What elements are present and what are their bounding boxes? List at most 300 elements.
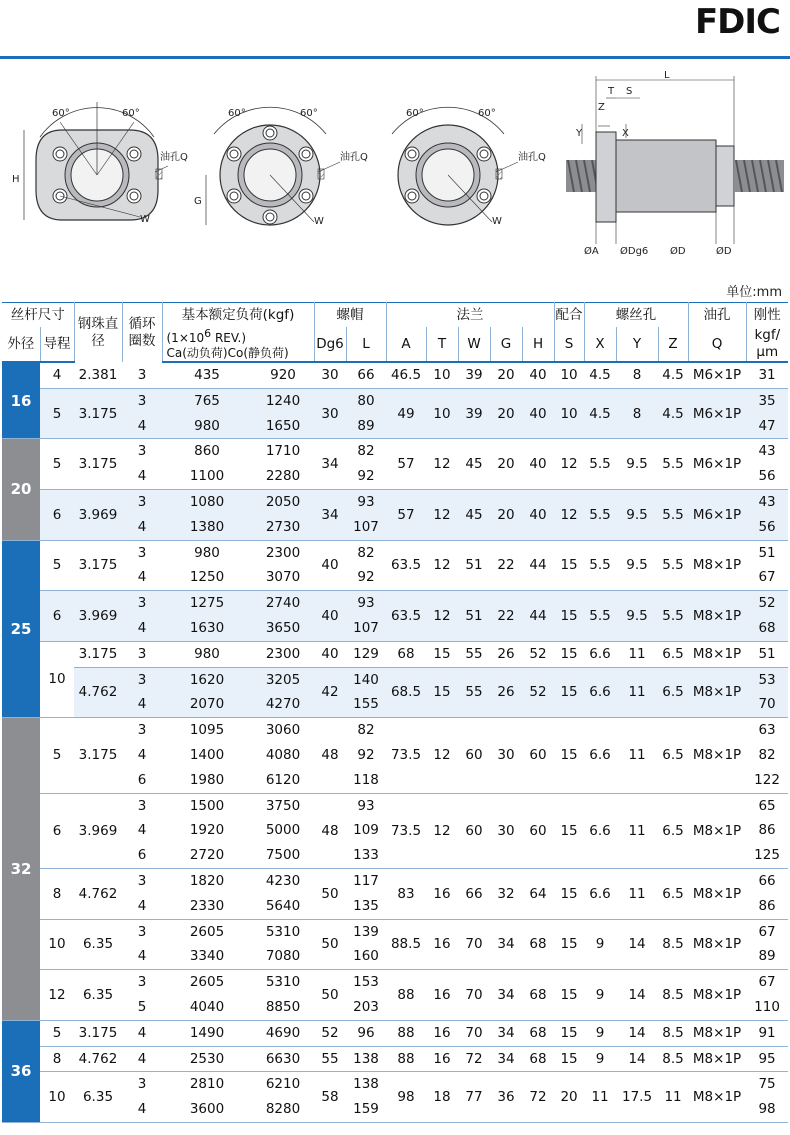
q-cell: M8×1P — [688, 667, 746, 718]
lead-cell: 8 — [40, 868, 74, 919]
q-cell: M8×1P — [688, 641, 746, 667]
rigidity-cell-line: 56 — [758, 518, 776, 535]
y-cell: 11 — [616, 641, 658, 667]
co-cell-line: 2280 — [265, 468, 301, 485]
co-cell-line: 4230 — [265, 872, 301, 889]
l-cell-line: 203 — [353, 998, 379, 1015]
s-cell: 15 — [554, 793, 584, 868]
ca-cell-line: 1400 — [189, 746, 225, 763]
ca-cell-line: 2330 — [189, 897, 225, 914]
ca-cell-line: 4040 — [189, 998, 225, 1015]
co-cell-line: 1650 — [265, 417, 301, 434]
l-cell-line: 129 — [353, 645, 379, 662]
rigidity-cell — [746, 591, 788, 642]
dim-z: Z — [598, 102, 605, 113]
lead-cell: 8 — [40, 1046, 74, 1072]
co-cell-line: 2300 — [265, 645, 301, 662]
l-cell-line: 155 — [353, 696, 379, 713]
w-cell: 55 — [458, 667, 490, 718]
lead-cell: 12 — [40, 970, 74, 1021]
circuits-cell-line: 3 — [137, 923, 147, 940]
s-cell: 15 — [554, 1020, 584, 1046]
a-cell: 46.5 — [386, 362, 426, 388]
dg6-cell: 55 — [314, 1046, 346, 1072]
z-cell: 6.5 — [658, 718, 688, 793]
a-cell: 88.5 — [386, 919, 426, 970]
z-cell: 6.5 — [658, 868, 688, 919]
dim-t: T — [608, 86, 615, 97]
t-cell: 12 — [426, 439, 458, 490]
ca-cell-line: 3600 — [189, 1101, 225, 1118]
rigidity-cell — [746, 667, 788, 718]
dg6-cell: 58 — [314, 1072, 346, 1123]
z-cell: 8.5 — [658, 970, 688, 1021]
co-cell-line: 7080 — [265, 948, 301, 965]
dim-phi-d: ØD — [670, 246, 686, 257]
angle-label: 60° — [122, 108, 140, 119]
rigidity-cell-line: 95 — [758, 1050, 776, 1067]
rigidity-cell — [746, 1072, 788, 1123]
hdr-h: H — [522, 327, 554, 362]
circuits-cell-line: 4 — [137, 569, 147, 586]
co-cell-line: 920 — [270, 367, 296, 383]
l-cell-line: 96 — [357, 1024, 375, 1041]
co-cell-line: 4690 — [265, 1024, 301, 1041]
dg6-cell: 50 — [314, 919, 346, 970]
oil-hole-label: 油孔Q — [518, 152, 546, 163]
lead-cell: 10 — [40, 641, 74, 717]
l-cell — [346, 641, 386, 667]
rig-unit-2: μm — [756, 344, 779, 360]
x-cell: 9 — [584, 1046, 616, 1072]
g-cell: 22 — [490, 540, 522, 591]
z-cell: 5.5 — [658, 439, 688, 490]
co-cell-line: 5000 — [265, 822, 301, 839]
circuits-cell-line: 4 — [137, 468, 147, 485]
circuits-cell — [122, 718, 162, 793]
t-cell: 10 — [426, 362, 458, 388]
ca-cell-line: 860 — [194, 443, 220, 460]
s-cell: 12 — [554, 439, 584, 490]
g-cell: 20 — [490, 388, 522, 439]
table-row — [2, 439, 788, 490]
table-body — [2, 362, 788, 1122]
ball-dia-cell: 4.762 — [74, 667, 122, 718]
ca-cell — [162, 793, 252, 868]
q-cell: M8×1P — [688, 1046, 746, 1072]
co-cell-line: 1710 — [265, 443, 301, 460]
angle-label: 60° — [478, 108, 496, 119]
hdr-rig-unit — [746, 327, 788, 362]
z-cell: 8.5 — [658, 1046, 688, 1072]
h-cell: 52 — [522, 667, 554, 718]
flange-drawing-1 — [12, 102, 188, 225]
l-cell-line: 92 — [357, 746, 375, 763]
y-cell: 14 — [616, 970, 658, 1021]
l-cell-line: 89 — [357, 417, 375, 434]
a-cell: 73.5 — [386, 718, 426, 793]
dg6-cell: 34 — [314, 439, 346, 490]
dg6-cell: 40 — [314, 540, 346, 591]
co-cell — [252, 667, 314, 718]
z-cell: 5.5 — [658, 591, 688, 642]
g-cell: 34 — [490, 1020, 522, 1046]
ball-dia-cell: 3.175 — [74, 1020, 122, 1046]
table-row — [2, 919, 788, 970]
ca-cell-line: 1630 — [189, 619, 225, 636]
dg6-cell: 42 — [314, 667, 346, 718]
s-cell: 15 — [554, 591, 584, 642]
circuits-cell-line: 3 — [137, 872, 147, 889]
rigidity-cell-line: 75 — [758, 1076, 776, 1093]
dim-h: H — [12, 174, 20, 185]
w-cell: 55 — [458, 641, 490, 667]
h-cell: 40 — [522, 388, 554, 439]
l-cell — [346, 793, 386, 868]
w-cell: 66 — [458, 868, 490, 919]
rigidity-cell-line: 53 — [758, 671, 776, 688]
circuits-cell — [122, 1020, 162, 1046]
g-cell: 30 — [490, 793, 522, 868]
a-cell: 68 — [386, 641, 426, 667]
angle-label: 60° — [406, 108, 424, 119]
y-cell: 11 — [616, 868, 658, 919]
x-cell: 9 — [584, 1020, 616, 1046]
hdr-z: Z — [658, 327, 688, 362]
h-cell: 72 — [522, 1072, 554, 1123]
table-row — [2, 970, 788, 1021]
table-row — [2, 667, 788, 718]
outer-dia-cell: 25 — [2, 540, 40, 718]
co-cell-line: 6630 — [265, 1050, 301, 1067]
circuits-cell-line: 4 — [137, 746, 147, 763]
w-cell: 70 — [458, 919, 490, 970]
l-cell-line: 140 — [353, 671, 379, 688]
circuits-cell — [122, 439, 162, 490]
l-cell — [346, 1020, 386, 1046]
co-cell-line: 5640 — [265, 897, 301, 914]
x-cell: 6.6 — [584, 718, 616, 793]
table-header — [2, 303, 788, 363]
s-cell: 10 — [554, 388, 584, 439]
co-cell — [252, 1046, 314, 1072]
rigidity-cell-line: 67 — [758, 974, 776, 991]
angle-label: 60° — [52, 108, 70, 119]
s-cell: 15 — [554, 868, 584, 919]
t-cell: 12 — [426, 489, 458, 540]
dim-s: S — [626, 86, 633, 97]
circuits-cell-line: 3 — [137, 645, 147, 662]
l-cell-line: 93 — [357, 797, 375, 814]
h-cell: 60 — [522, 718, 554, 793]
z-cell: 5.5 — [658, 489, 688, 540]
y-cell: 8 — [616, 388, 658, 439]
q-cell: M6×1P — [688, 439, 746, 490]
ca-cell-line: 980 — [194, 417, 220, 434]
z-cell: 4.5 — [658, 388, 688, 439]
y-cell: 8 — [616, 362, 658, 388]
dim-phi-a: ØA — [584, 246, 599, 257]
rigidity-cell-line: 122 — [754, 771, 780, 788]
hdr-dg6: Dg6 — [314, 327, 346, 362]
hdr-x: X — [584, 327, 616, 362]
q-cell: M8×1P — [688, 1072, 746, 1123]
co-cell-line: 3060 — [265, 722, 301, 739]
circuits-cell-line: 4 — [137, 1050, 147, 1067]
rigidity-cell — [746, 362, 788, 388]
co-cell-line: 5310 — [265, 923, 301, 940]
l-cell — [346, 388, 386, 439]
lead-cell: 6 — [40, 591, 74, 642]
x-cell: 9 — [584, 919, 616, 970]
rigidity-cell-line: 65 — [758, 797, 776, 814]
rigidity-cell-line: 31 — [758, 367, 776, 383]
ca-cell-line: 1620 — [189, 671, 225, 688]
z-cell: 5.5 — [658, 540, 688, 591]
s-cell: 15 — [554, 641, 584, 667]
s-cell: 12 — [554, 489, 584, 540]
ball-dia-cell: 3.969 — [74, 591, 122, 642]
q-cell: M8×1P — [688, 919, 746, 970]
hdr-t: T — [426, 327, 458, 362]
hdr-lead: 导程 — [40, 327, 74, 362]
ball-dia-cell: 4.762 — [74, 1046, 122, 1072]
l-cell — [346, 540, 386, 591]
q-cell: M6×1P — [688, 362, 746, 388]
x-cell: 5.5 — [584, 591, 616, 642]
hdr-ball-dia: 钢珠直径 — [74, 303, 122, 363]
circuits-cell-line: 3 — [137, 671, 147, 688]
hdr-screw-size: 丝杆尺寸 — [2, 303, 74, 328]
ball-dia-cell: 3.969 — [74, 793, 122, 868]
rigidity-cell-line: 43 — [758, 493, 776, 510]
dg6-cell: 50 — [314, 868, 346, 919]
g-cell: 30 — [490, 718, 522, 793]
drawings-svg — [0, 62, 790, 272]
table-row — [2, 718, 788, 793]
rigidity-cell — [746, 540, 788, 591]
a-cell: 88 — [386, 1046, 426, 1072]
dim-x: X — [622, 128, 629, 139]
s-cell: 15 — [554, 667, 584, 718]
lead-cell: 6 — [40, 793, 74, 868]
ca-cell — [162, 388, 252, 439]
l-cell-line: 66 — [357, 367, 375, 383]
a-cell: 63.5 — [386, 591, 426, 642]
co-cell — [252, 489, 314, 540]
lead-cell: 4 — [40, 362, 74, 388]
circuits-cell-line: 4 — [137, 1024, 147, 1041]
g-cell: 20 — [490, 439, 522, 490]
dim-g: G — [194, 196, 202, 207]
circuits-cell — [122, 641, 162, 667]
s-cell: 15 — [554, 919, 584, 970]
co-cell-line: 2740 — [265, 595, 301, 612]
ca-cell-line: 1250 — [189, 569, 225, 586]
hdr-outer-dia: 外径 — [2, 327, 40, 362]
dg6-cell: 34 — [314, 489, 346, 540]
co-cell-line: 2050 — [265, 493, 301, 510]
y-cell: 11 — [616, 793, 658, 868]
s-cell: 15 — [554, 718, 584, 793]
table-row — [2, 868, 788, 919]
hdr-flange: 法兰 — [386, 303, 554, 328]
g-cell: 26 — [490, 667, 522, 718]
load-sup-text: 6 — [204, 327, 212, 340]
l-cell — [346, 1072, 386, 1123]
x-cell: 5.5 — [584, 489, 616, 540]
co-cell-line: 2730 — [265, 518, 301, 535]
h-cell: 52 — [522, 641, 554, 667]
ca-cell — [162, 667, 252, 718]
ca-cell-line: 2720 — [189, 847, 225, 864]
co-cell — [252, 439, 314, 490]
flange-drawing-2 — [194, 107, 368, 227]
h-cell: 64 — [522, 868, 554, 919]
header-rule — [0, 56, 790, 59]
q-cell: M8×1P — [688, 718, 746, 793]
s-cell: 20 — [554, 1072, 584, 1123]
co-cell-line: 8850 — [265, 998, 301, 1015]
table-row — [2, 641, 788, 667]
hdr-load-sub — [162, 327, 314, 362]
co-cell-line: 3650 — [265, 619, 301, 636]
rigidity-cell — [746, 919, 788, 970]
circuits-cell — [122, 489, 162, 540]
x-cell: 11 — [584, 1072, 616, 1123]
circuits-cell — [122, 388, 162, 439]
h-cell: 68 — [522, 919, 554, 970]
ca-cell-line: 2070 — [189, 696, 225, 713]
table-row — [2, 540, 788, 591]
t-cell: 16 — [426, 1020, 458, 1046]
circuits-cell — [122, 970, 162, 1021]
rigidity-cell-line: 82 — [758, 746, 776, 763]
rigidity-cell — [746, 1046, 788, 1072]
rigidity-cell — [746, 388, 788, 439]
t-cell: 12 — [426, 540, 458, 591]
dg6-cell: 40 — [314, 591, 346, 642]
s-cell: 15 — [554, 970, 584, 1021]
circuits-cell-line: 5 — [137, 998, 147, 1015]
ca-cell-line: 1080 — [189, 493, 225, 510]
ball-dia-cell: 3.175 — [74, 718, 122, 793]
angle-label: 60° — [228, 108, 246, 119]
ca-cell — [162, 439, 252, 490]
lead-cell: 5 — [40, 540, 74, 591]
l-cell — [346, 1046, 386, 1072]
ca-cell — [162, 919, 252, 970]
co-cell — [252, 919, 314, 970]
h-cell: 68 — [522, 1046, 554, 1072]
w-cell: 77 — [458, 1072, 490, 1123]
rigidity-cell-line: 67 — [758, 569, 776, 586]
flange-drawing-3 — [392, 107, 546, 227]
l-cell-line: 107 — [353, 619, 379, 636]
l-cell-line: 82 — [357, 722, 375, 739]
l-cell-line: 93 — [357, 595, 375, 612]
rigidity-cell-line: 67 — [758, 923, 776, 940]
lead-cell: 5 — [40, 439, 74, 490]
ca-cell-line: 1920 — [189, 822, 225, 839]
a-cell: 83 — [386, 868, 426, 919]
co-cell — [252, 970, 314, 1021]
ball-dia-cell: 2.381 — [74, 362, 122, 388]
l-cell-line: 117 — [353, 872, 379, 889]
circuits-cell-line: 3 — [137, 493, 147, 510]
rigidity-cell — [746, 868, 788, 919]
co-cell-line: 5310 — [265, 974, 301, 991]
ca-cell-line: 2605 — [189, 923, 225, 940]
l-cell-line: 118 — [353, 771, 379, 788]
g-cell: 34 — [490, 970, 522, 1021]
x-cell: 6.6 — [584, 868, 616, 919]
circuits-cell-line: 4 — [137, 897, 147, 914]
rigidity-cell-line: 52 — [758, 595, 776, 612]
x-cell: 5.5 — [584, 540, 616, 591]
co-cell — [252, 388, 314, 439]
ca-cell-line: 1100 — [189, 468, 225, 485]
dim-phi-dg6: ØDg6 — [620, 246, 649, 257]
w-cell: 60 — [458, 718, 490, 793]
t-cell: 15 — [426, 667, 458, 718]
t-cell: 16 — [426, 970, 458, 1021]
hdr-nut: 螺帽 — [314, 303, 386, 328]
circuits-cell — [122, 1072, 162, 1123]
dg6-cell: 40 — [314, 641, 346, 667]
rigidity-cell-line: 56 — [758, 468, 776, 485]
ca-cell-line: 980 — [194, 645, 220, 662]
brand-logo: FDIC — [694, 2, 780, 42]
co-cell — [252, 1072, 314, 1123]
ball-dia-cell: 3.175 — [74, 439, 122, 490]
lead-cell: 5 — [40, 1020, 74, 1046]
circuits-cell-line: 3 — [137, 595, 147, 612]
rigidity-cell — [746, 1020, 788, 1046]
circuits-cell — [122, 591, 162, 642]
co-cell-line: 3205 — [265, 671, 301, 688]
dim-w: W — [314, 216, 324, 227]
hdr-l: L — [346, 327, 386, 362]
s-cell: 10 — [554, 362, 584, 388]
ca-cell-line: 1820 — [189, 872, 225, 889]
l-cell-line: 133 — [353, 847, 379, 864]
ca-cell — [162, 540, 252, 591]
rigidity-cell — [746, 641, 788, 667]
co-cell — [252, 868, 314, 919]
w-cell: 39 — [458, 388, 490, 439]
g-cell: 20 — [490, 489, 522, 540]
ball-dia-cell: 6.35 — [74, 1072, 122, 1123]
g-cell: 34 — [490, 1046, 522, 1072]
g-cell: 20 — [490, 362, 522, 388]
table-row — [2, 489, 788, 540]
l-cell-line: 153 — [353, 974, 379, 991]
circuits-cell-line: 4 — [137, 518, 147, 535]
l-cell-line: 138 — [353, 1050, 379, 1067]
lead-cell: 10 — [40, 1072, 74, 1123]
l-cell-line: 92 — [357, 468, 375, 485]
g-cell: 22 — [490, 591, 522, 642]
ball-dia-cell: 6.35 — [74, 919, 122, 970]
ca-cell-line: 1095 — [189, 722, 225, 739]
l-cell-line: 107 — [353, 518, 379, 535]
h-cell: 68 — [522, 1020, 554, 1046]
circuits-cell-line: 6 — [137, 847, 147, 864]
side-view-drawing — [566, 70, 784, 257]
y-cell: 9.5 — [616, 489, 658, 540]
g-cell: 32 — [490, 868, 522, 919]
